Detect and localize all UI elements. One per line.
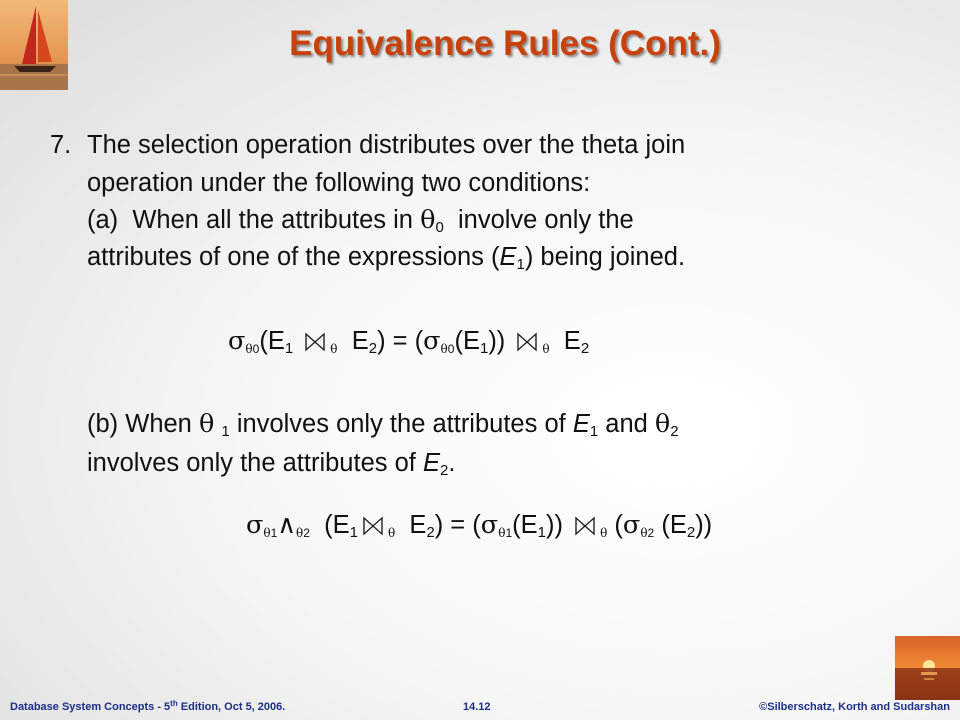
sunset-photo-icon — [895, 636, 960, 700]
condition-b-line-2: involves only the attributes of $E_2$. — [87, 449, 456, 479]
intro-line-1: The selection operation distributes over the theta join — [87, 131, 686, 159]
formula-a: $\sigma_{\theta 0}(E_1$ $_\theta$ $E_2) = (\sigma_{\theta 0}(E_1))$ $_\theta$ $E_2$ — [228, 326, 590, 357]
formula-b: $\sigma_{\theta 1}\wedge_{\theta 2}$ ($E_1$ $_\theta$ $E_2) = (\sigma_{\theta 1}(E_1))$ $_\theta$ ($\sigma_{\theta 2}$ $(E_2)$) — [246, 510, 713, 541]
condition-a-line-1: (a) When all the attributes in $\theta_0$ involve only the — [87, 205, 634, 236]
theta-join-icon — [304, 331, 326, 353]
condition-a-line-2: attributes of one of the expressions $(E_1)$ being joined. — [87, 243, 686, 273]
theta-join-icon — [516, 331, 538, 353]
slide-title: Equivalence Rules (Cont.) — [289, 24, 721, 63]
theta-join-icon — [362, 515, 384, 537]
footer-copyright: ©Silberschatz, Korth and Sudarshan — [759, 701, 950, 713]
theta-join-icon — [574, 515, 596, 537]
item-number: 7. — [50, 131, 72, 159]
footer-page-number: 14.12 — [463, 701, 491, 713]
footer-book-info: Database System Concepts - 5th Edition, Oct 5, 2006. — [10, 699, 286, 713]
intro-line-2: operation under the following two conditions: — [87, 169, 591, 197]
condition-b-line-1: (b) When θ $_1$ involves only the attributes of $E_1$ and $\theta_2$ — [87, 409, 679, 440]
